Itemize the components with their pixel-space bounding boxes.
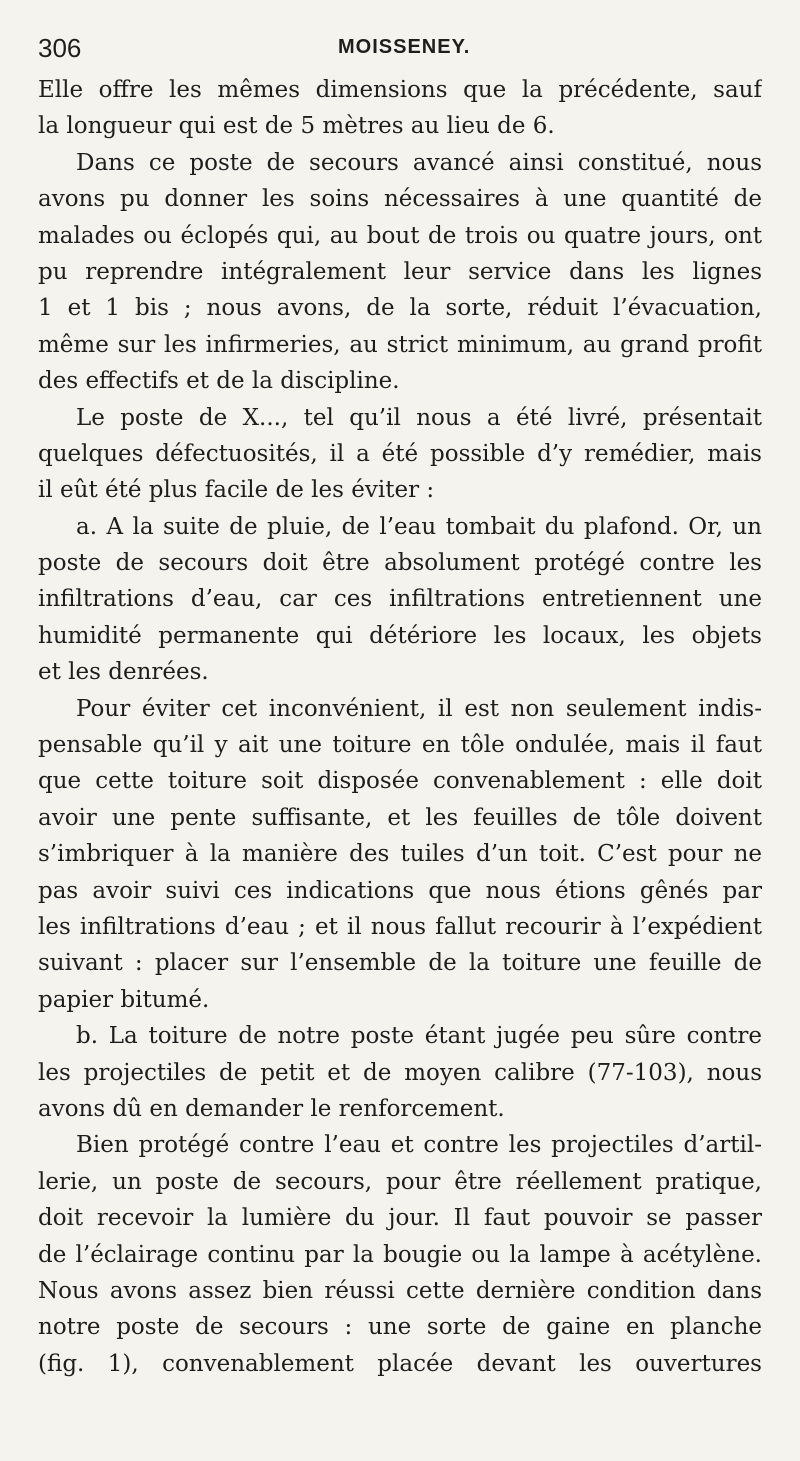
text-line: doit recevoir la lumière du jour. Il faut pouvoir se passer xyxy=(38,1205,762,1232)
text-line: suivant : placer sur l’ensemble de la toiture une feuille de xyxy=(38,950,762,977)
text-line: poste de secours doit être absolument protégé contre les xyxy=(38,550,762,577)
text-line: Elle offre les mêmes dimensions que la précédente, sauf xyxy=(38,77,762,103)
text-line: Nous avons assez bien réussi cette dernière condition dans xyxy=(38,1277,762,1304)
text-line: Le poste de X..., tel qu’il nous a été livré, présentait xyxy=(76,404,762,431)
running-head: MOISSENEY. xyxy=(338,36,471,58)
text-line: avons dû en demander le renforcement. xyxy=(38,1095,505,1122)
text-line: a. A la suite de pluie, de l’eau tombait du plafond. Or, un xyxy=(76,513,762,540)
text-line: pu reprendre intégralement leur service dans les lignes xyxy=(38,258,762,285)
text-line: des effectifs et de la discipline. xyxy=(38,368,400,395)
text-line: b. La toiture de notre poste étant jugée peu sûre contre xyxy=(76,1023,762,1050)
page-number: 306 xyxy=(38,33,82,63)
paragraph xyxy=(38,1018,762,1127)
text-line: de l’éclairage continu par la bougie ou la lampe à acétylène. xyxy=(38,1241,762,1268)
paragraph xyxy=(38,691,762,1019)
text-line: la longueur qui est de 5 mètres au lieu de 6. xyxy=(38,113,555,140)
text-line: même sur les infirmeries, au strict minimum, au grand profit xyxy=(38,331,762,358)
text-line: pensable qu’il y ait une toiture en tôle ondulée, mais il faut xyxy=(38,732,762,759)
text-line: s’imbriquer à la manière des tuiles d’un toit. C’est pour ne xyxy=(38,841,762,868)
text-line: Bien protégé contre l’eau et contre les projectiles d’artil- xyxy=(76,1132,762,1159)
paragraph xyxy=(38,509,762,691)
text-line: il eût été plus facile de les éviter : xyxy=(38,477,435,504)
text-line: humidité permanente qui détériore les locaux, les objets xyxy=(38,622,762,649)
page-header xyxy=(38,33,768,73)
text-line: avons pu donner les soins nécessaires à une quantité de xyxy=(38,186,762,213)
text-line: Dans ce poste de secours avancé ainsi constitué, nous xyxy=(76,149,762,176)
text-line: que cette toiture soit disposée convenablement : elle doit xyxy=(38,768,762,795)
paragraph xyxy=(38,145,762,400)
text-line: lerie, un poste de secours, pour être réellement pratique, xyxy=(38,1168,762,1195)
text-line: les projectiles de petit et de moyen calibre (77-103), nous xyxy=(38,1059,762,1086)
text-line: papier bitumé. xyxy=(38,986,210,1013)
text-line: avoir une pente suffisante, et les feuilles de tôle doivent xyxy=(38,804,762,831)
text-line: les infiltrations d’eau ; et il nous fallut recourir à l’expédient xyxy=(38,913,762,940)
text-line: Pour éviter cet inconvénient, il est non seulement indis- xyxy=(76,695,762,722)
text-line: (fig. 1), convenablement placée devant les ouvertures xyxy=(38,1350,762,1377)
paragraph xyxy=(38,400,762,509)
text-line: malades ou éclopés qui, au bout de trois ou quatre jours, ont xyxy=(38,222,762,249)
text-line: infiltrations d’eau, car ces infiltrations entretiennent une xyxy=(38,586,762,613)
text-line: et les denrées. xyxy=(38,659,209,686)
paragraph xyxy=(38,72,762,145)
text-line: quelques défectuosités, il a été possible d’y remédier, mais xyxy=(38,440,762,467)
paragraph xyxy=(38,1127,762,1382)
body-text xyxy=(38,72,762,1382)
text-line: notre poste de secours : une sorte de gaine en planche xyxy=(38,1314,762,1341)
text-line: 1 et 1 bis ; nous avons, de la sorte, réduit l’évacuation, xyxy=(38,295,762,322)
text-line: pas avoir suivi ces indications que nous étions gênés par xyxy=(38,877,762,904)
